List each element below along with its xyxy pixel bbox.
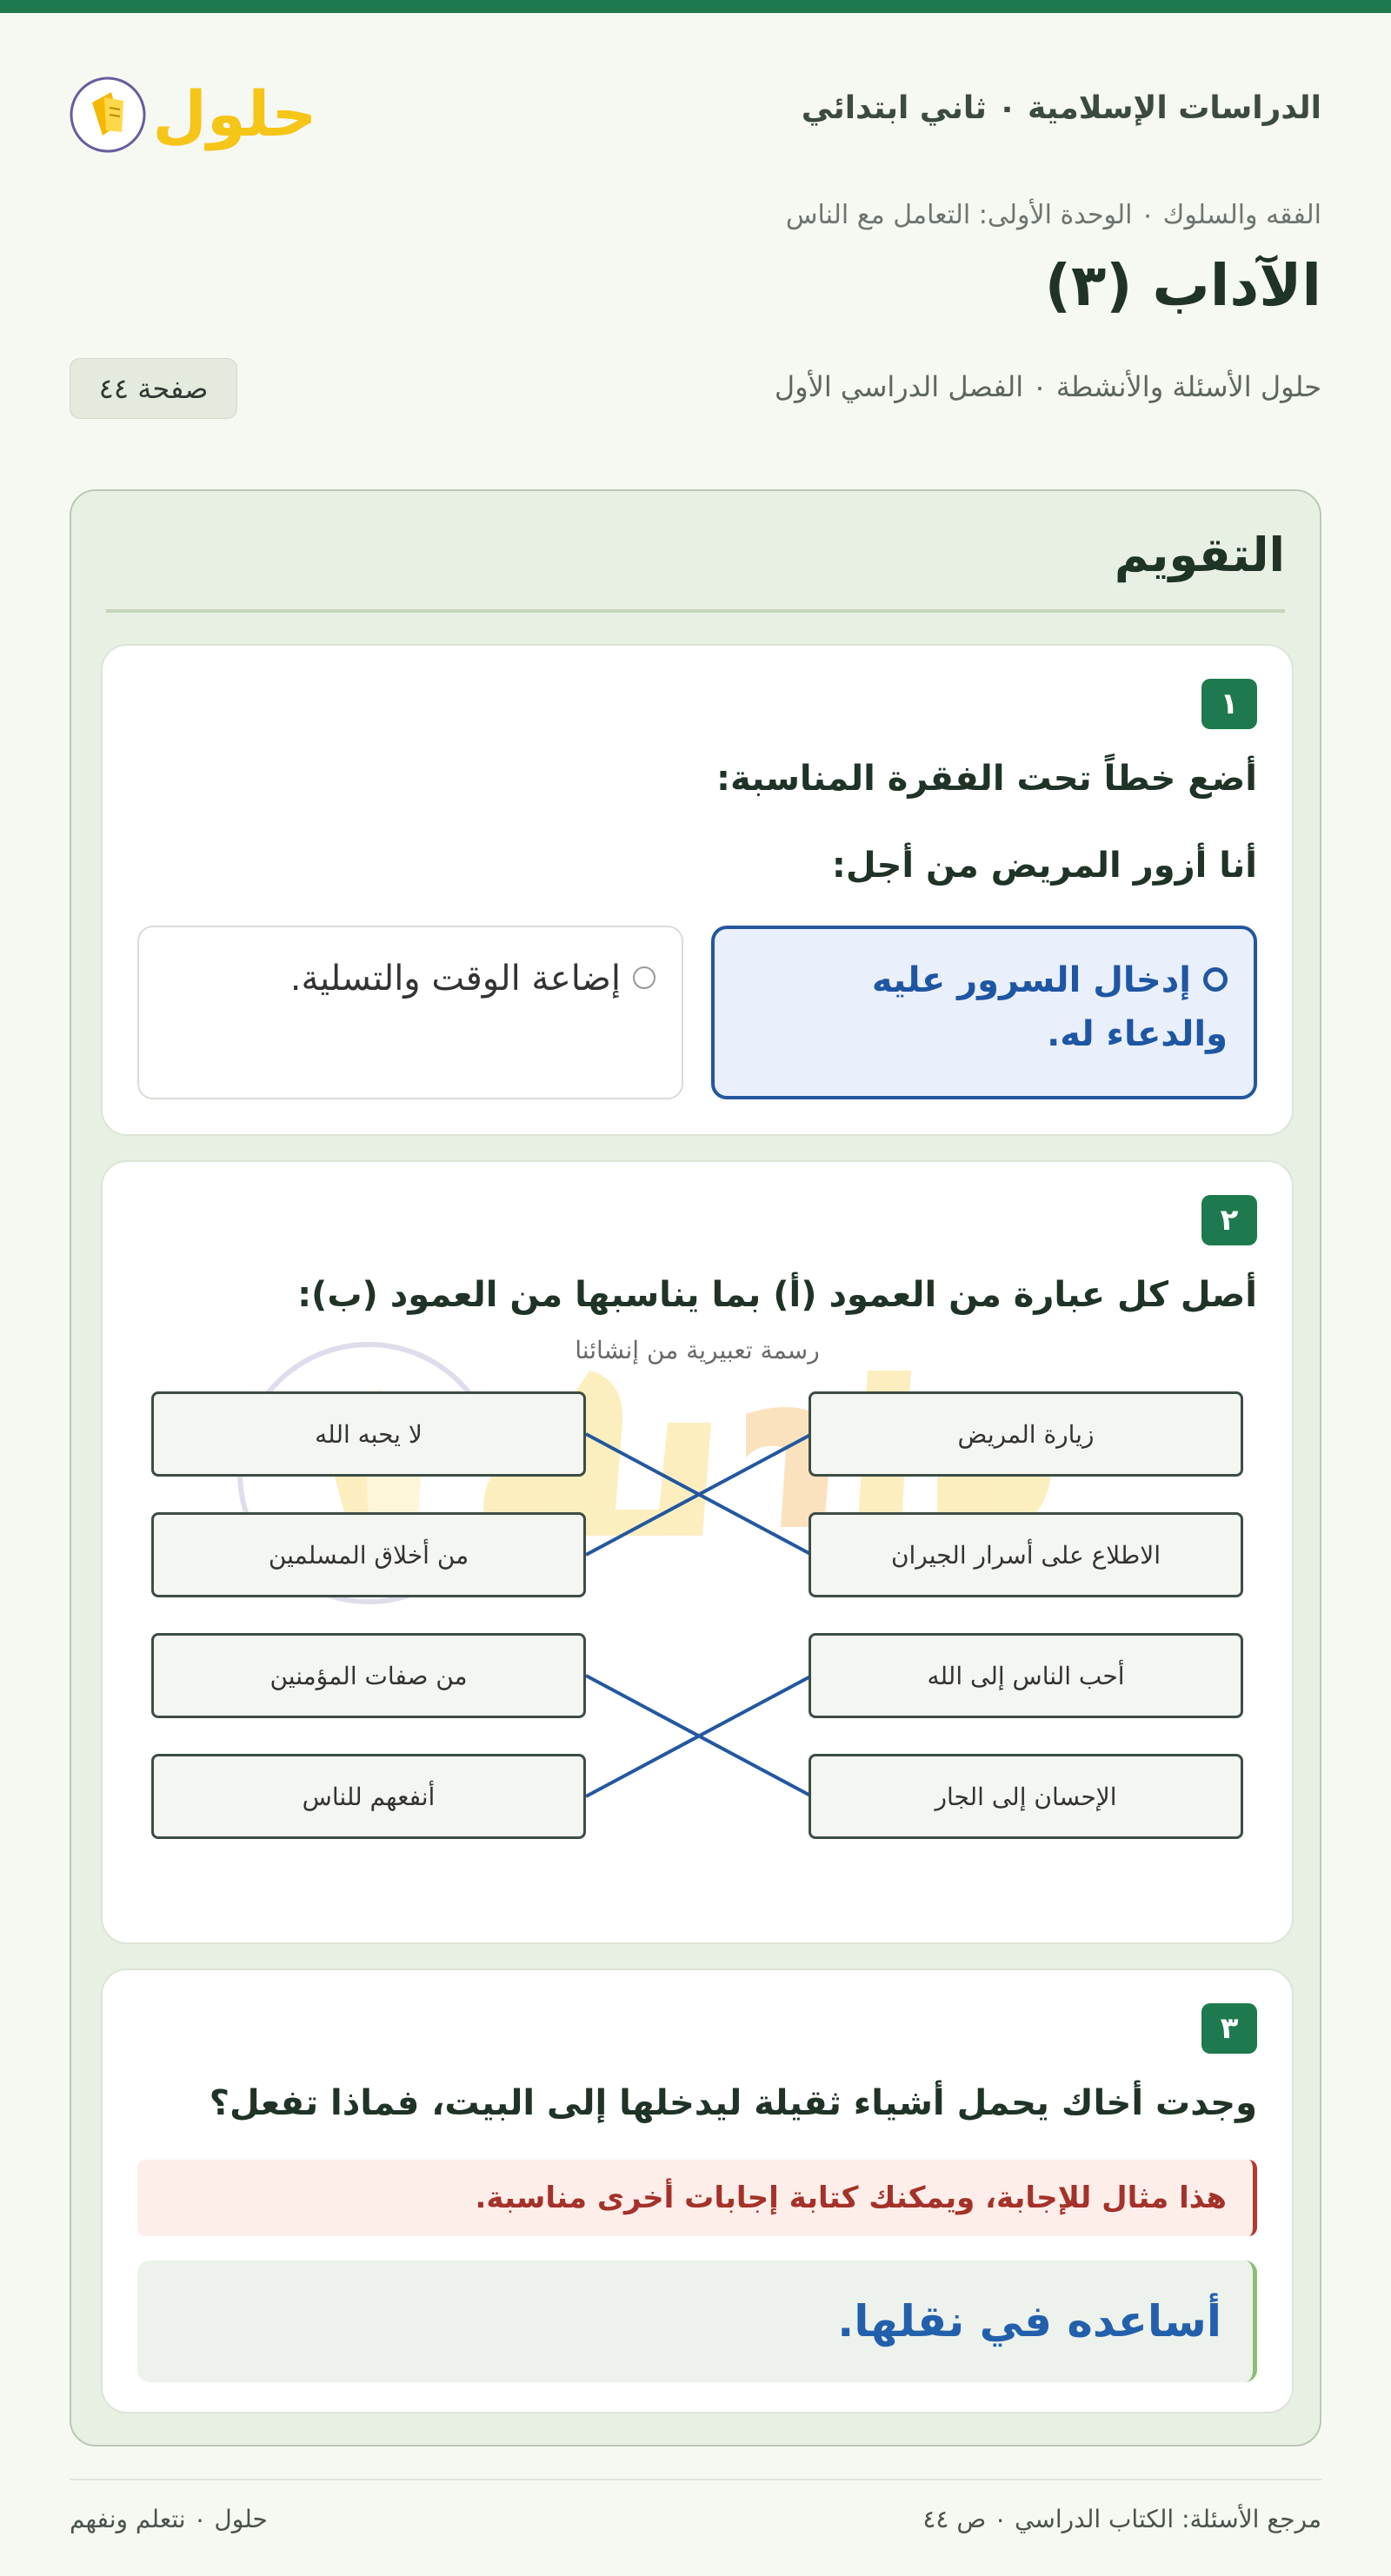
footer-divider (70, 2479, 1321, 2480)
question-instruction: أضع خطاً تحت الفقرة المناسبة: (715, 759, 1257, 799)
page-title: الآداب (٣) (1044, 252, 1321, 319)
page-number-badge: صفحة ٤٤ (70, 358, 237, 419)
breadcrumb: الفقه والسلوك ٠ الوحدة الأولى: التعامل مع الناس (785, 200, 1321, 230)
question-card-2 (101, 1160, 1294, 1944)
footer-tagline: حلول ٠ نتعلم ونفهم (70, 2505, 268, 2533)
answer-note (137, 2160, 1257, 2236)
question-prompt: أنا أزور المريض من أجل: (831, 846, 1257, 886)
model-answer (137, 2261, 1257, 2382)
column-b-item[interactable]: من أخلاق المسلمين (151, 1512, 586, 1597)
answer-option[interactable] (137, 926, 683, 1099)
question-card-1 (101, 644, 1294, 1136)
radio-empty-icon[interactable] (633, 966, 656, 989)
answer-option-selected[interactable] (711, 926, 1257, 1099)
illustration-caption: رسمة تعبيرية من إنشائنا (575, 1336, 820, 1364)
column-b-item[interactable]: أنفعهم للناس (151, 1754, 586, 1839)
question-number: ٢ (1201, 1195, 1257, 1245)
page-header (70, 61, 1321, 156)
question-number: ٣ (1201, 2003, 1257, 2054)
logo-text: حلول (152, 77, 317, 150)
option-label: إضاعة الوقت والتسلية. (290, 959, 621, 999)
column-b-item[interactable]: لا يحبه الله (151, 1391, 586, 1477)
radio-selected-icon[interactable] (1203, 967, 1228, 992)
footer-reference: مرجع الأسئلة: الكتاب الدراسي ٠ ص ٤٤ (922, 2505, 1321, 2533)
question-instruction: أصل كل عبارة من العمود (أ) بما يناسبها من العمود (ب): (297, 1275, 1257, 1315)
column-a-item[interactable]: الاطلاع على أسرار الجيران (809, 1512, 1243, 1597)
column-a-item[interactable]: أحب الناس إلى الله (809, 1633, 1243, 1718)
note-text: هذا مثال للإجابة، ويمكنك كتابة إجابات أخرى مناسبة. (475, 2181, 1227, 2215)
column-a-item[interactable]: الإحسان إلى الجار (809, 1754, 1243, 1839)
answer-text: أساعده في نقلها. (837, 2296, 1221, 2347)
subject-title: الدراسات الإسلامية ٠ ثاني ابتدائي (801, 90, 1321, 126)
question-number: ١ (1201, 679, 1257, 729)
page-subtitle: حلول الأسئلة والأنشطة ٠ الفصل الدراسي الأول (774, 370, 1321, 403)
logo[interactable] (70, 61, 322, 156)
column-a-item[interactable]: زيارة المريض (809, 1391, 1243, 1477)
question-card-3 (101, 1969, 1294, 2413)
top-accent-bar (0, 0, 1391, 13)
question-instruction: وجدت أخاك يحمل أشياء ثقيلة ليدخلها إلى البيت، فماذا تفعل؟ (209, 2083, 1257, 2123)
section-divider (106, 609, 1285, 613)
book-badge-icon (71, 78, 144, 151)
column-b-item[interactable]: من صفات المؤمنين (151, 1633, 586, 1718)
section-title: التقويم (1114, 528, 1285, 582)
option-label: إدخال السرور عليه والدعاء له. (871, 960, 1228, 1054)
evaluation-section (70, 489, 1321, 2447)
